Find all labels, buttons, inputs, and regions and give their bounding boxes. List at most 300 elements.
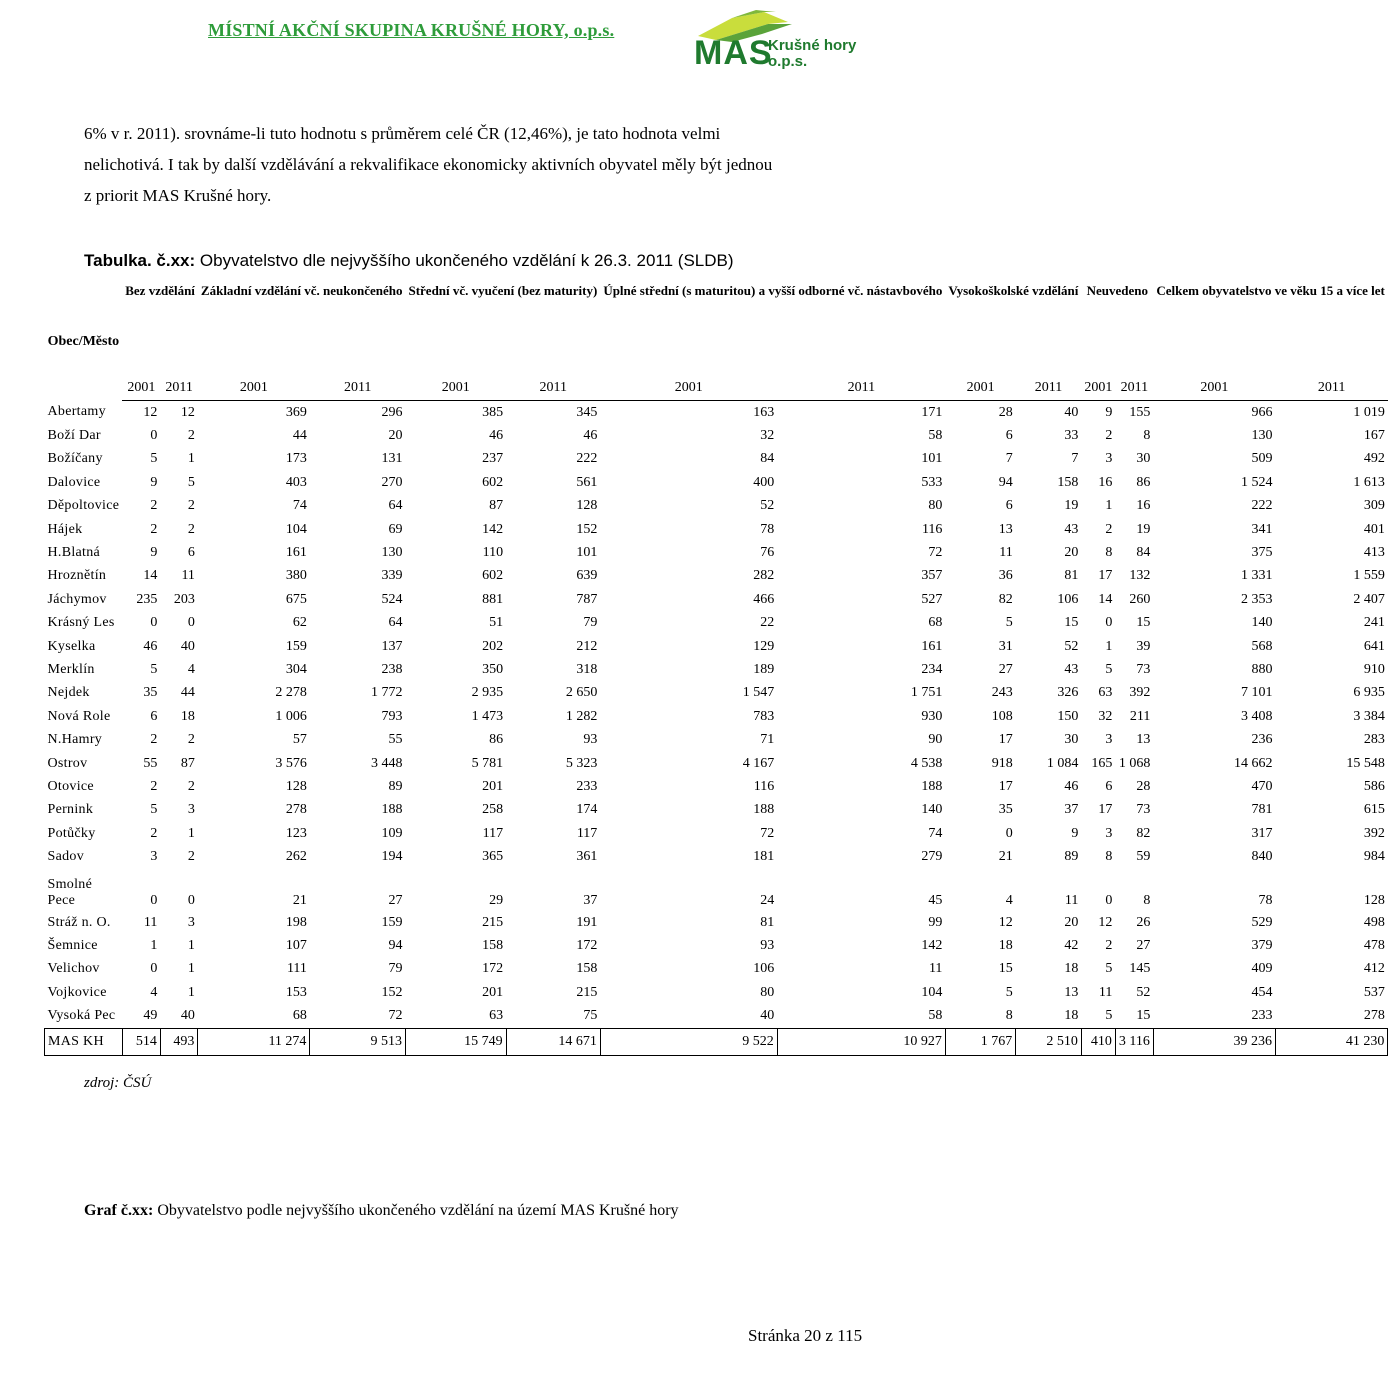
table-cell: 365 [482, 849, 504, 865]
table-cell: 108 [991, 708, 1013, 724]
table-cell: 0 [150, 428, 158, 444]
table-cell: 150 [1057, 708, 1079, 724]
table-row [45, 682, 1388, 705]
table-cell: 675 [285, 591, 307, 607]
table-cell: 413 [1363, 545, 1385, 561]
table-cell: 140 [921, 802, 943, 818]
logo-sub-text [768, 38, 856, 70]
municipality-name: Merklín [47, 661, 95, 677]
table-cell: 1 524 [1240, 474, 1273, 490]
table-cell: 72 [760, 825, 775, 841]
table-cell: 1 [187, 961, 195, 977]
table-body [45, 401, 1388, 1056]
table-cell: 21 [292, 892, 307, 908]
table-cell: 24 [760, 892, 775, 908]
table-cell: 222 [576, 451, 598, 467]
table-cell: 341 [1251, 521, 1273, 537]
table-cell: 159 [381, 914, 403, 930]
total-cell: 15 749 [405, 1028, 506, 1055]
table-cell: 5 [150, 802, 158, 818]
table-cell: 37 [1064, 802, 1079, 818]
municipality-name: Smolné Pece [47, 876, 93, 908]
table-cell: 44 [292, 428, 307, 444]
table-cell: 17 [1098, 568, 1113, 584]
table-cell: 129 [753, 638, 775, 654]
table-cell: 188 [753, 802, 775, 818]
table-cell: 8 [1005, 1008, 1013, 1024]
table-cell: 63 [489, 1008, 504, 1024]
table-row [45, 728, 1388, 751]
total-cell: 514 [122, 1028, 160, 1055]
table-cell: 881 [482, 591, 504, 607]
municipality-name: Dalovice [47, 474, 101, 490]
table-cell: 35 [143, 685, 158, 701]
table-cell: 235 [136, 591, 158, 607]
table-cell: 211 [1129, 708, 1151, 724]
table-cell: 128 [1363, 892, 1385, 908]
table-cell: 137 [381, 638, 403, 654]
year-header: 2011 [1016, 376, 1082, 401]
table-cell: 2 [1105, 521, 1113, 537]
year-header: 2001 [945, 376, 1015, 401]
table-cell: 11 [1064, 892, 1079, 908]
table-cell: 188 [381, 802, 403, 818]
table-row [45, 612, 1388, 635]
table-cell: 4 167 [742, 755, 775, 771]
table-cell: 260 [1129, 591, 1151, 607]
table-cell: 2 [1105, 937, 1113, 953]
table-row [45, 799, 1388, 822]
table-cell: 80 [928, 498, 943, 514]
table-cell: 12 [998, 914, 1013, 930]
table-cell: 159 [285, 638, 307, 654]
table-cell: 21 [998, 849, 1013, 865]
paragraph-line: z priorit MAS Krušné hory. [84, 186, 272, 205]
table-cell: 454 [1251, 984, 1273, 1000]
table-cell: 44 [180, 685, 195, 701]
table-cell: 6 [1005, 498, 1013, 514]
table-cell: 3 [1105, 451, 1113, 467]
table-cell: 5 323 [565, 755, 598, 771]
table-cell: 55 [388, 732, 403, 748]
municipality-name: Vysoká Pec [47, 1008, 116, 1024]
municipality-name: Stráž n. O. [47, 914, 111, 930]
table-cell: 5 [1105, 1008, 1113, 1024]
table-cell: 615 [1363, 802, 1385, 818]
table-cell: 158 [576, 961, 598, 977]
table-cell: 2 [150, 778, 158, 794]
municipality-name: Potůčky [47, 825, 96, 841]
table-cell: 5 [1105, 961, 1113, 977]
table-cell: 28 [1136, 778, 1151, 794]
table-cell: 309 [1363, 498, 1385, 514]
paragraph-line: nelichotivá. I tak by další vzdělávání a rekvalifikace ekonomicky aktivních obyvatel měly být jednou [84, 155, 773, 174]
year-header: 2001 [405, 376, 506, 401]
table-cell: 0 [1105, 615, 1113, 631]
table-cell: 55 [143, 755, 158, 771]
table-cell: 82 [1136, 825, 1151, 841]
table-cell: 57 [292, 732, 307, 748]
table-cell: 527 [921, 591, 943, 607]
table-cell: 787 [576, 591, 598, 607]
table-cell: 3 448 [370, 755, 403, 771]
table-cell: 409 [1251, 961, 1273, 977]
page-number: Stránka 20 z 115 [748, 1326, 863, 1345]
table-cell: 910 [1363, 661, 1385, 677]
table-cell: 282 [753, 568, 775, 584]
municipality-name: Děpoltovice [47, 498, 120, 514]
table-cell: 984 [1363, 849, 1385, 865]
table-cell: 11 [928, 961, 943, 977]
table-cell: 2 [187, 732, 195, 748]
table-cell: 64 [388, 615, 403, 631]
table-cell: 11 [181, 568, 195, 584]
table-cell: 201 [482, 778, 504, 794]
table-row [45, 775, 1388, 798]
table-cell: 233 [1251, 1008, 1273, 1024]
table-cell: 87 [180, 755, 195, 771]
table-cell: 140 [1251, 615, 1273, 631]
table-row [45, 541, 1388, 564]
years-row [45, 376, 1388, 401]
table-cell: 73 [1136, 802, 1151, 818]
intro-paragraph [84, 118, 884, 211]
table-cell: 194 [381, 849, 403, 865]
table-cell: 142 [921, 937, 943, 953]
table-cell: 58 [928, 1008, 943, 1024]
table-cell: 19 [1064, 498, 1079, 514]
table-cell: 304 [285, 661, 307, 677]
table-row [45, 495, 1388, 518]
table-cell: 11 [999, 545, 1013, 561]
table-cell: 89 [388, 778, 403, 794]
table-cell: 17 [998, 778, 1013, 794]
table-cell: 172 [576, 937, 598, 953]
table-cell: 93 [583, 732, 598, 748]
municipality-name: Sadov [47, 849, 84, 865]
table-cell: 153 [285, 984, 307, 1000]
municipality-name: Pernink [47, 802, 94, 818]
table-cell: 2 [150, 498, 158, 514]
education-table [44, 282, 1388, 1056]
table-cell: 2 [150, 521, 158, 537]
table-cell: 278 [285, 802, 307, 818]
table-cell: 20 [1064, 914, 1079, 930]
total-cell: 493 [160, 1028, 198, 1055]
table-row [45, 752, 1388, 775]
municipality-name: Nejdek [47, 685, 90, 701]
table-cell: 40 [180, 1008, 195, 1024]
table-cell: 3 [187, 914, 195, 930]
table-cell: 350 [482, 661, 504, 677]
table-cell: 17 [1098, 802, 1113, 818]
table-cell: 5 [150, 451, 158, 467]
total-cell: 10 927 [777, 1028, 945, 1055]
table-cell: 13 [1064, 984, 1079, 1000]
municipality-name: Kyselka [47, 638, 96, 654]
table-cell: 78 [1258, 892, 1273, 908]
municipality-name: Vojkovice [47, 984, 107, 1000]
total-cell: 410 [1081, 1028, 1115, 1055]
table-cell: 222 [1251, 498, 1273, 514]
table-cell: 270 [381, 474, 403, 490]
table-cell: 111 [286, 961, 307, 977]
table-cell: 2 [187, 778, 195, 794]
table-cell: 181 [753, 849, 775, 865]
table-cell: 68 [292, 1008, 307, 1024]
table-cell: 71 [760, 732, 775, 748]
total-cell: 41 230 [1275, 1028, 1387, 1055]
table-cell: 4 [150, 984, 158, 1000]
year-header: 2011 [777, 376, 945, 401]
year-header: 2001 [122, 376, 160, 401]
table-cell: 74 [292, 498, 307, 514]
table-cell: 1 [187, 984, 195, 1000]
table-cell: 12 [143, 404, 158, 420]
municipality-name: Velichov [47, 961, 100, 977]
table-cell: 52 [760, 498, 775, 514]
table-cell: 296 [381, 404, 403, 420]
table-cell: 19 [1136, 521, 1151, 537]
table-cell: 7 101 [1240, 685, 1273, 701]
table-cell: 123 [285, 825, 307, 841]
table-cell: 1 019 [1353, 404, 1385, 420]
table-cell: 201 [482, 984, 504, 1000]
table-cell: 15 [1136, 1008, 1151, 1024]
table-cell: 8 [1143, 892, 1151, 908]
table-cell: 2 650 [565, 685, 598, 701]
table-cell: 0 [150, 892, 158, 908]
table-cell: 0 [187, 892, 195, 908]
municipality-name: H.Blatná [47, 545, 101, 561]
table-row [45, 981, 1388, 1004]
table-cell: 43 [1064, 661, 1079, 677]
table-cell: 46 [583, 428, 598, 444]
table-cell: 238 [381, 661, 403, 677]
table-cell: 203 [173, 591, 195, 607]
table-cell: 781 [1251, 802, 1273, 818]
table-cell: 72 [928, 545, 943, 561]
table-cell: 86 [489, 732, 504, 748]
table-cell: 15 [1136, 615, 1151, 631]
table-cell: 117 [482, 825, 504, 841]
source-note: zdroj: ČSÚ [84, 1075, 152, 1091]
table-cell: 158 [1057, 474, 1079, 490]
table-cell: 13 [998, 521, 1013, 537]
municipality-name: Hájek [47, 521, 83, 537]
table-cell: 498 [1363, 914, 1385, 930]
table-cell: 4 [1005, 892, 1013, 908]
table-cell: 385 [482, 404, 504, 420]
table-cell: 918 [991, 755, 1013, 771]
table-cell: 375 [1251, 545, 1273, 561]
table-cell: 165 [1091, 755, 1113, 771]
table-cell: 7 [1071, 451, 1079, 467]
table-cell: 128 [576, 498, 598, 514]
table-cell: 171 [921, 404, 943, 420]
table-cell: 188 [921, 778, 943, 794]
municipality-name: Jáchymov [47, 591, 107, 607]
table-cell: 6 [187, 545, 195, 561]
table-cell: 167 [1363, 428, 1385, 444]
table-cell: 93 [760, 937, 775, 953]
total-cell: 11 274 [198, 1028, 310, 1055]
municipality-name: Nová Role [47, 708, 111, 724]
table-cell: 9 [1071, 825, 1079, 841]
table-cell: 283 [1363, 732, 1385, 748]
table-cell: 84 [760, 451, 775, 467]
table-row [45, 471, 1388, 494]
table-cell: 31 [998, 638, 1013, 654]
table-row [45, 1004, 1388, 1028]
table-caption [84, 251, 734, 271]
table-cell: 30 [1136, 451, 1151, 467]
table-cell: 18 [1064, 961, 1079, 977]
table-cell: 1 751 [910, 685, 943, 701]
table-cell: 262 [285, 849, 307, 865]
table-cell: 1 084 [1046, 755, 1079, 771]
table-cell: 33 [1064, 428, 1079, 444]
table-cell: 1 473 [471, 708, 504, 724]
table-cell: 6 935 [1353, 685, 1385, 701]
table-cell: 380 [285, 568, 307, 584]
table-cell: 840 [1251, 849, 1273, 865]
table-cell: 51 [489, 615, 504, 631]
table-cell: 234 [921, 661, 943, 677]
table-cell: 0 [150, 615, 158, 631]
year-header: 2001 [1081, 376, 1115, 401]
table-cell: 2 935 [471, 685, 504, 701]
organization-title: MÍSTNÍ AKČNÍ SKUPINA KRUŠNÉ HORY, o.p.s. [208, 20, 615, 40]
table-cell: 84 [1136, 545, 1151, 561]
table-cell: 20 [388, 428, 403, 444]
table-cell: 537 [1363, 984, 1385, 1000]
table-cell: 202 [482, 638, 504, 654]
table-cell: 2 [187, 849, 195, 865]
table-cell: 42 [1064, 937, 1079, 953]
table-cell: 212 [576, 638, 598, 654]
table-cell: 46 [1064, 778, 1079, 794]
table-cell: 6 [1005, 428, 1013, 444]
table-cell: 241 [1363, 615, 1385, 631]
table-cell: 5 [150, 661, 158, 677]
table-caption-label: Tabulka. č.xx: [84, 251, 196, 270]
table-cell: 783 [753, 708, 775, 724]
table-cell: 15 [1064, 615, 1079, 631]
table-cell: 392 [1129, 685, 1151, 701]
table-cell: 132 [1129, 568, 1151, 584]
table-cell: 86 [1136, 474, 1151, 490]
table-cell: 533 [921, 474, 943, 490]
table-cell: 470 [1251, 778, 1273, 794]
table-cell: 27 [998, 661, 1013, 677]
table-cell: 128 [285, 778, 307, 794]
table-cell: 6 [1105, 778, 1113, 794]
table-cell: 155 [1129, 404, 1151, 420]
table-row [45, 958, 1388, 981]
table-cell: 198 [285, 914, 307, 930]
table-cell: 8 [1105, 545, 1113, 561]
year-header: 2001 [1153, 376, 1275, 401]
table-cell: 116 [753, 778, 775, 794]
year-header: 2011 [160, 376, 198, 401]
table-cell: 17 [998, 732, 1013, 748]
table-cell: 130 [381, 545, 403, 561]
table-cell: 9 [150, 474, 158, 490]
table-cell: 524 [381, 591, 403, 607]
table-row [45, 869, 1388, 911]
table-cell: 5 [187, 474, 195, 490]
table-cell: 1 [150, 937, 158, 953]
table-cell: 15 [998, 961, 1013, 977]
table-cell: 1 [187, 451, 195, 467]
table-cell: 14 [143, 568, 158, 584]
table-cell: 361 [576, 849, 598, 865]
total-cell: 1 767 [945, 1028, 1015, 1055]
table-cell: 117 [576, 825, 598, 841]
table-cell: 49 [143, 1008, 158, 1024]
table-cell: 14 662 [1233, 755, 1273, 771]
municipality-name: Ostrov [47, 755, 88, 771]
table-cell: 40 [760, 1008, 775, 1024]
table-cell: 37 [583, 892, 598, 908]
table-cell: 52 [1136, 984, 1151, 1000]
table-cell: 1 [1105, 638, 1113, 654]
table-cell: 237 [482, 451, 504, 467]
table-cell: 58 [928, 428, 943, 444]
table-cell: 174 [576, 802, 598, 818]
table-cell: 101 [576, 545, 598, 561]
table-cell: 39 [1136, 638, 1151, 654]
table-cell: 11 [143, 914, 158, 930]
table-cell: 1 559 [1353, 568, 1385, 584]
table-cell: 18 [998, 937, 1013, 953]
table-cell: 161 [285, 545, 307, 561]
table-cell: 492 [1363, 451, 1385, 467]
table-cell: 27 [1136, 937, 1151, 953]
table-cell: 191 [576, 914, 598, 930]
table-cell: 345 [576, 404, 598, 420]
total-label: MAS KH [45, 1028, 123, 1055]
municipality-name: N.Hamry [47, 732, 103, 748]
table-cell: 400 [753, 474, 775, 490]
table-cell: 43 [1064, 521, 1079, 537]
table-cell: 45 [928, 892, 943, 908]
group-header: Střední vč. vyučení (bez maturity) [408, 283, 598, 298]
table-cell: 0 [1005, 825, 1013, 841]
year-header: 2001 [198, 376, 310, 401]
municipality-name: Božíčany [47, 451, 103, 467]
table-cell: 2 [150, 825, 158, 841]
table-cell: 561 [576, 474, 598, 490]
table-cell: 326 [1057, 685, 1079, 701]
total-cell: 9 522 [600, 1028, 777, 1055]
table-cell: 236 [1251, 732, 1273, 748]
table-cell: 107 [285, 937, 307, 953]
table-cell: 5 [1105, 661, 1113, 677]
corner-header: Obec/Město [47, 333, 120, 349]
table-cell: 11 [1098, 984, 1113, 1000]
table-cell: 79 [583, 615, 598, 631]
municipality-name: Šemnice [47, 937, 98, 953]
table-cell: 116 [921, 521, 943, 537]
table-cell: 880 [1251, 661, 1273, 677]
logo-mas-text: MAS [694, 34, 773, 72]
year-header: 2011 [310, 376, 406, 401]
table-cell: 90 [928, 732, 943, 748]
table-cell: 46 [489, 428, 504, 444]
table-cell: 215 [482, 914, 504, 930]
